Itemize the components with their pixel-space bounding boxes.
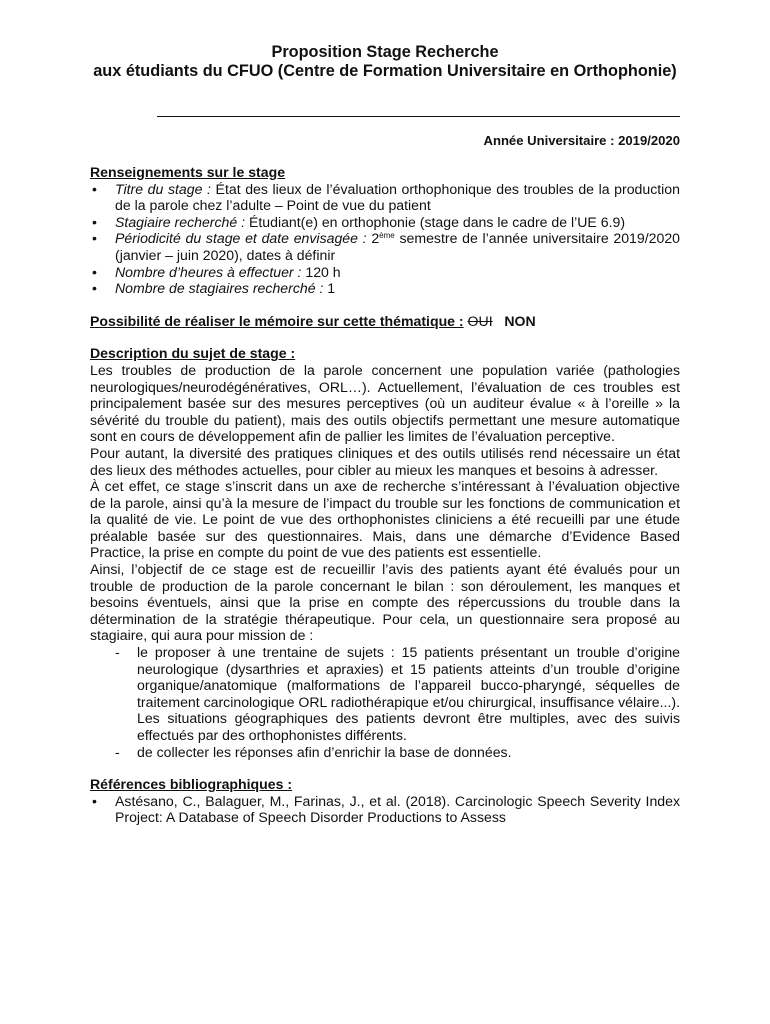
list-item-periodicite: • Périodicité du stage et date envisagée : 2ème semestre de l’année universitaire 2019/2020 (janvier – juin 2020), dates à définir — [90, 230, 680, 263]
memoire-non: NON — [504, 312, 536, 329]
reference-item: • Astésano, C., Balaguer, M., Farinas, J., et al. (2018). Carcinologic Speech Severity Index Project: A Database of Speech Disorder Productions to Assess — [90, 793, 680, 826]
list-item-stagiaire: • Stagiaire recherché : Étudiant(e) en orthophonie (stage dans le cadre de l’UE 6.9) — [90, 214, 680, 231]
mission-list — [90, 644, 680, 760]
section-heading-references: Références bibliographiques : — [90, 776, 293, 793]
stage-info-list — [90, 181, 680, 297]
title-line-1: Proposition Stage Recherche — [271, 43, 499, 61]
list-item: - de collecter les réponses afin d’enrichir la base de données. — [113, 744, 680, 761]
title-rule — [157, 116, 680, 117]
list-item-nb-stagiaires: • Nombre de stagiaires recherché : 1 — [90, 280, 680, 297]
section-heading-renseignements: Renseignements sur le stage — [90, 164, 286, 180]
paragraph: Ainsi, l’objectif de ce stage est de recueillir l’avis des patients ayant été évalués pour un trouble de production de la parole concernant le bilan : son déroulement, les manques et besoins éventuels, ainsi que la prise en compte des répercussions du trouble dans la détermination de la stratégie thérapeutique. Pour cela, un questionnaire sera proposé au stagiaire, qui aura pour mission de : — [90, 561, 680, 644]
section-heading-description: Description du sujet de stage : — [90, 345, 296, 362]
list-item-heures: • Nombre d’heures à effectuer : 120 h — [90, 264, 680, 281]
document-body — [90, 164, 680, 826]
title-line-2: aux étudiants du CFUO (Centre de Formation Universitaire en Orthophonie) — [93, 62, 677, 80]
paragraph: Les troubles de production de la parole concernent une population variée (pathologies neurologiques/neurodégénératives, ORL…). Actuellement, l’évaluation de ces troubles est principalement basée sur des mesures perceptives (où un auditeur évalue « à l’oreille » la sévérité du trouble du patient), mais des outils objectifs permettant une mesure automatique sont en cours de développement afin de pallier les limites de l’évaluation perceptive. — [90, 361, 680, 445]
list-item-titre: • Titre du stage : État des lieux de l’évaluation orthophonique des troubles de la production de la parole chez l’adulte – Point de vue du patient — [90, 181, 680, 214]
memoire-line: Possibilité de réaliser le mémoire sur cette thématique : OUI NON — [90, 312, 536, 329]
list-item: - le proposer à une trentaine de sujets : 15 patients présentant un trouble d’origine neurologique (dysarthries et apraxies) et 15 patients atteints d’un trouble d’origine organique/anatomique (malformations de l’appareil bucco-pharyngé, séquelles de traitement carcinologique ORL radiothérapique et/ou chirurgical, insuffisance vélaire...). Les situations géographiques des patients devront être multiples, avec des suivis effectués par des orthophonistes différents. — [113, 644, 680, 744]
references-list — [90, 793, 680, 826]
paragraph: Pour autant, la diversité des pratiques cliniques et des outils utilisés rend nécessaire un état des lieux des méthodes actuelles, pour cibler au mieux les manques et besoins à adresser. — [90, 444, 680, 478]
paragraph: À cet effet, ce stage s’inscrit dans un axe de recherche s’intéressant à l’évaluation objective de la parole, ainsi qu’à la mesure de l’impact du trouble sur les fonctions de communication et la qualité de vie. Le point de vue des orthophonistes cliniciens a été recueilli par une étude préalable basée sur des questionnaires. Mais, dans une démarche d’Evidence Based Practice, la prise en compte du point de vue des patients est essentielle. — [90, 478, 680, 561]
academic-year: Année Universitaire : 2019/2020 — [483, 133, 680, 148]
memoire-oui: OUI — [467, 312, 493, 329]
document-title — [90, 43, 680, 81]
